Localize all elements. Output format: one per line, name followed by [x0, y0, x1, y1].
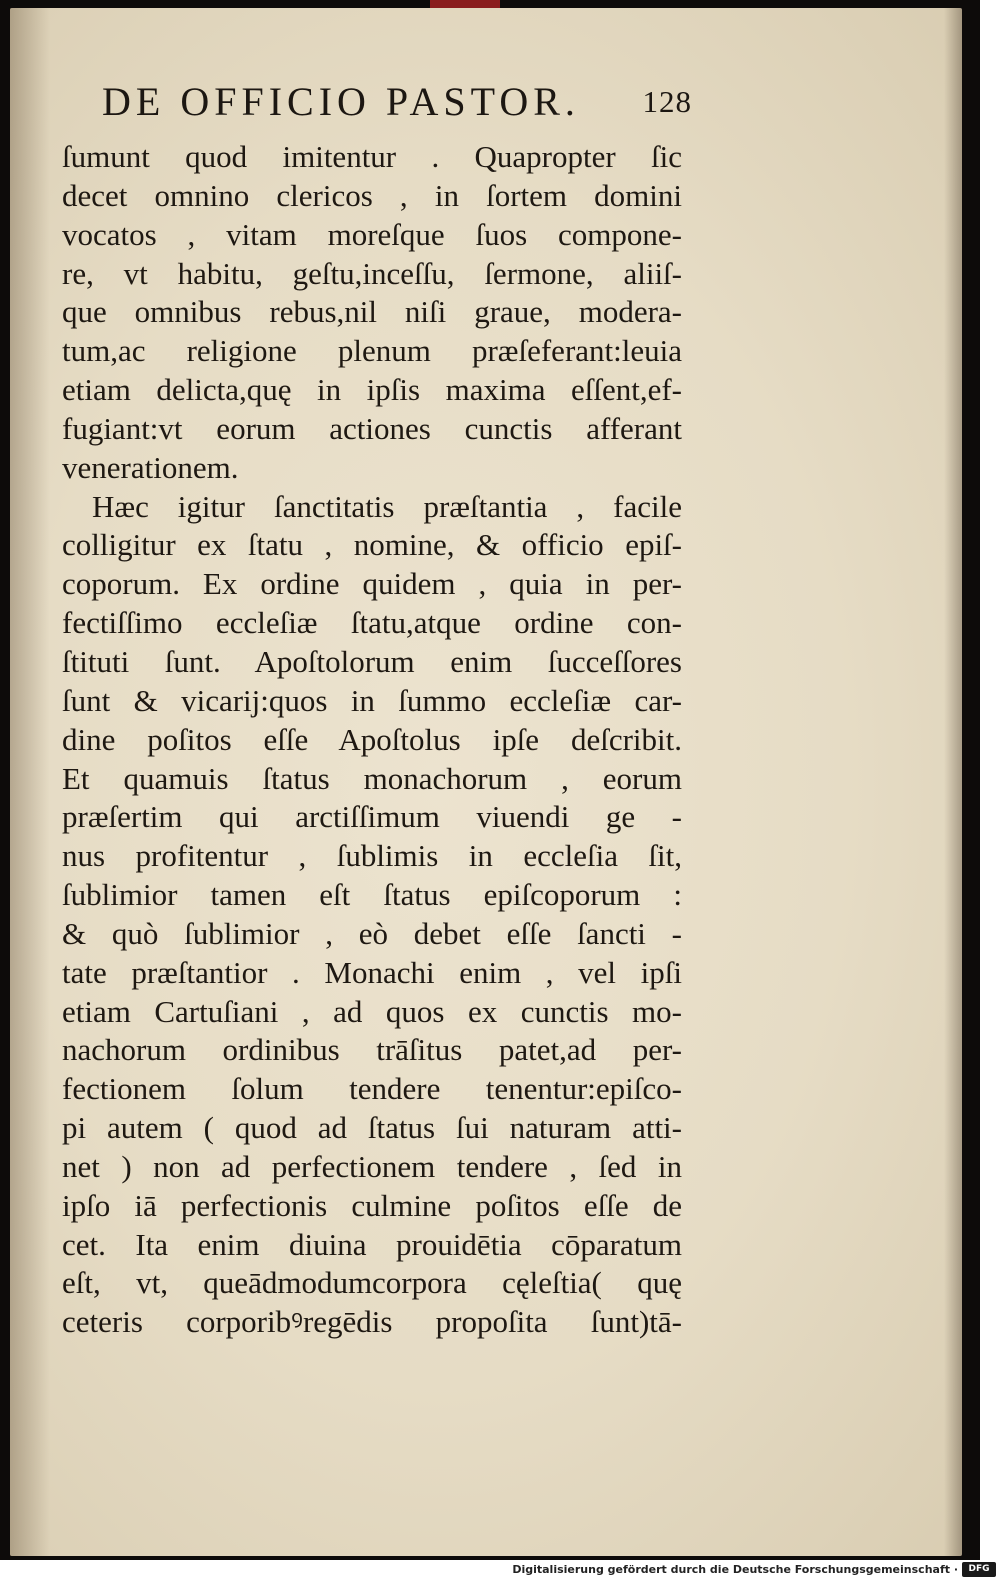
- text-line: ſublimior tamen eſt ſtatus epiſcoporum :: [62, 877, 682, 913]
- text-line: ſumunt quod imitentur . Quapropter ſic: [62, 139, 682, 174]
- text-line: dine poſitos eſſe Apoſtolus ipſe deſcribit.: [62, 721, 682, 757]
- text-line: tum,ac religione plenum præſeferant:leuia: [62, 333, 682, 369]
- text-line: pi autem ( quod ad ſtatus ſui naturam atti-: [62, 1110, 682, 1146]
- text-line: etiam Cartuſiani , ad quos ex cunctis mo-: [62, 993, 682, 1029]
- text-line: Hæc igitur ſanctitatis præſtantia , facile: [92, 488, 682, 524]
- text-line: eſt, vt, queādmodumcorpora cęleſtia( quę: [62, 1265, 682, 1301]
- folio-number: 128: [642, 84, 692, 119]
- dfg-logo: DFG: [962, 1562, 996, 1577]
- running-title: DE OFFICIO PASTOR.: [102, 79, 580, 124]
- text-line: fugiant:vt eorum actiones cunctis afferant: [62, 410, 682, 446]
- gutter-shadow: [10, 8, 50, 1556]
- running-head: [102, 78, 692, 126]
- text-line: & quò ſublimior , eò debet eſſe ſancti -: [62, 915, 682, 951]
- text-line: nachorum ordinibus trāſitus patet,ad per-: [62, 1032, 682, 1068]
- text-line: ceteris corporibꝰregēdis propoſita ſunt)tā-: [62, 1304, 682, 1340]
- body-text: [62, 138, 682, 1342]
- text-line: venerationem.: [62, 449, 239, 485]
- text-line: que omnibus rebus,nil niſi graue, modera-: [62, 294, 682, 330]
- text-line: fectionem ſolum tendere tenentur:epiſco-: [62, 1071, 682, 1107]
- text-line: fectiſſimo eccleſiæ ſtatu,atque ordine con-: [62, 605, 682, 641]
- text-line: re, vt habitu, geſtu,inceſſu, ſermone, aliiſ-: [62, 255, 682, 291]
- page-edge-shadow: [944, 8, 962, 1556]
- text-line: etiam delicta,quę in ipſis maxima eſſent,ef-: [62, 372, 682, 408]
- text-line: præſertim qui arctiſſimum viuendi ge -: [62, 799, 682, 835]
- text-line: cet. Ita enim diuina prouidētia cōparatum: [62, 1226, 682, 1262]
- funding-credit: Digitalisierung gefördert durch die Deutsche Forschungsgemeinschaft ·: [512, 1563, 958, 1576]
- text-line: ipſo iā perfectionis culmine poſitos eſſe de: [62, 1187, 682, 1223]
- text-line: decet omnino clericos , in ſortem domini: [62, 177, 682, 213]
- text-line: nus profitentur , ſublimis in eccleſia ſit,: [62, 838, 682, 874]
- text-line: ſunt & vicarij:quos in ſummo eccleſiæ car-: [62, 682, 682, 718]
- footer-bar: [0, 1560, 1000, 1580]
- text-line: ſtituti ſunt. Apoſtolorum enim ſucceſſores: [62, 643, 682, 679]
- text-line: vocatos , vitam moreſque ſuos compone-: [62, 216, 682, 252]
- text-line: tate præſtantior . Monachi enim , vel ipſi: [62, 954, 682, 990]
- text-line: net ) non ad perfectionem tendere , ſed in: [62, 1148, 682, 1184]
- text-line: colligitur ex ſtatu , nomine, & officio epiſ-: [62, 527, 682, 563]
- text-line: coporum. Ex ordine quidem , quia in per-: [62, 566, 682, 602]
- text-line: Et quamuis ſtatus monachorum , eorum: [62, 760, 682, 796]
